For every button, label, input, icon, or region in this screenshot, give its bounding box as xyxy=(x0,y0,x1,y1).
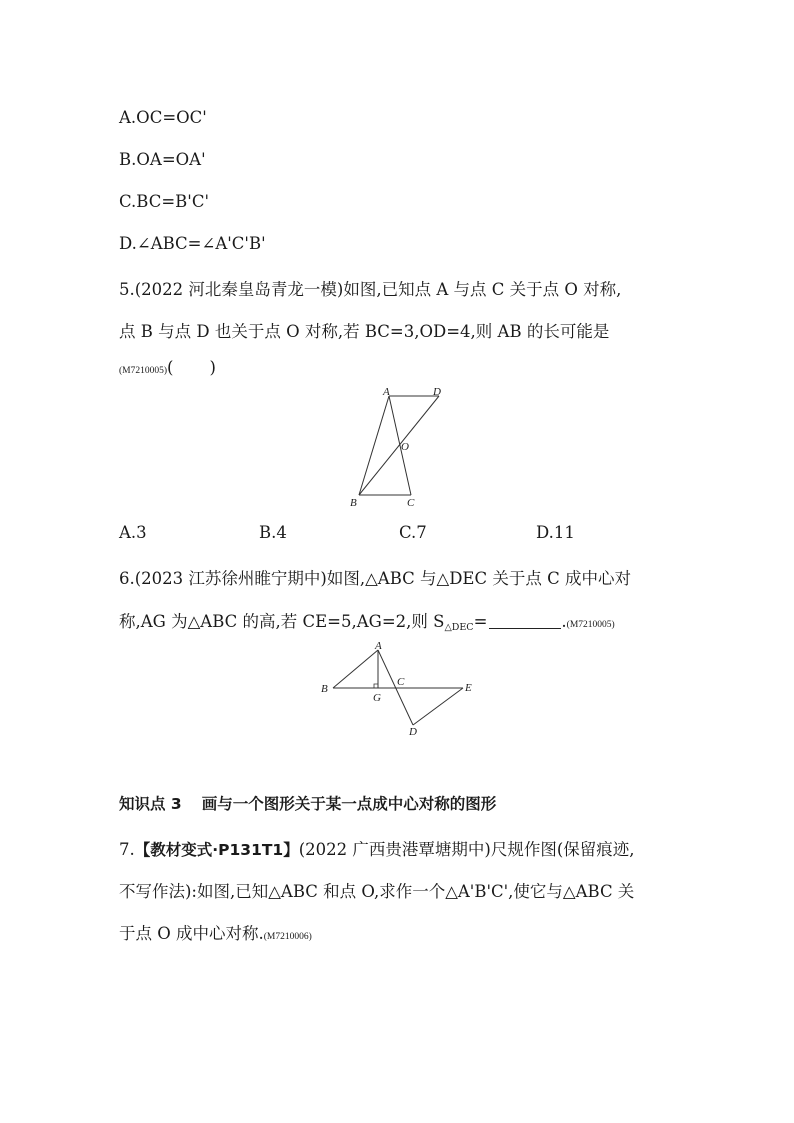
q4-option-b: B.OA=OA' xyxy=(119,150,206,169)
q5-paren-close: ) xyxy=(209,358,216,377)
q6-area-subscript: △DEC xyxy=(444,622,474,633)
q6-right-angle-mark xyxy=(374,684,378,688)
q5-choice-b: B.4 xyxy=(259,523,287,542)
q4-option-a: A.OC=OC' xyxy=(119,108,207,127)
q7-text-line3 xyxy=(119,920,312,944)
q5-text-line1: 5.(2022 河北秦皇岛青龙一模)如图,已知点 A 与点 C 关于点 O 对称, xyxy=(119,280,622,299)
section-label: 知识点 3 xyxy=(119,795,182,813)
section-heading xyxy=(119,792,496,814)
q6-segment-de xyxy=(413,688,463,725)
q5-code: (M7210005) xyxy=(119,366,168,376)
q6-line2-text: 称,AG 为△ABC 的高,若 CE=5,AG=2,则 S xyxy=(119,612,445,631)
q5-label-d: D xyxy=(433,386,441,398)
q6-equals: = xyxy=(473,612,488,631)
q7-text-line1 xyxy=(119,836,635,860)
q6-period: . xyxy=(561,612,567,631)
q7-text-line2: 不写作法):如图,已知△ABC 和点 O,求作一个△A'B'C',使它与△ABC 关 xyxy=(119,882,635,901)
q5-choice-a: A.3 xyxy=(119,523,147,542)
q6-figure xyxy=(315,640,485,740)
q6-label-d: D xyxy=(409,726,417,738)
q4-option-d: D.∠ABC=∠A'C'B' xyxy=(119,234,266,253)
q5-text-line2: 点 B 与点 D 也关于点 O 对称,若 BC=3,OD=4,则 AB 的长可能是 xyxy=(119,322,610,341)
q6-label-b: B xyxy=(321,683,328,695)
q4-option-c: C.BC=B'C' xyxy=(119,192,209,211)
q5-figure xyxy=(340,385,460,515)
q6-label-c: C xyxy=(397,676,405,688)
q5-answer-line xyxy=(119,358,216,377)
q5-label-b: B xyxy=(350,497,357,509)
q5-segment-bd xyxy=(359,396,439,495)
q6-code: (M7210005) xyxy=(566,620,615,630)
q7-code: (M7210006) xyxy=(263,932,312,942)
q7-tag: 【教材变式·P131T1】 xyxy=(134,841,299,859)
q5-segment-ab xyxy=(359,396,389,495)
q7-line3-text: 于点 O 成中心对称. xyxy=(119,924,264,943)
q6-label-e: E xyxy=(465,682,472,694)
q5-label-a: A xyxy=(383,386,390,398)
q7-number: 7. xyxy=(119,840,135,859)
q7-line1-rest: (2022 广西贵港覃塘期中)尺规作图(保留痕迹, xyxy=(298,840,635,859)
q5-label-c: C xyxy=(407,497,415,509)
q6-text-line1: 6.(2023 江苏徐州睢宁期中)如图,△ABC 与△DEC 关于点 C 成中心对 xyxy=(119,569,631,588)
q6-answer-blank xyxy=(489,614,561,629)
q5-choice-d: D.11 xyxy=(536,523,575,542)
q5-label-o: O xyxy=(401,441,409,453)
q5-choice-c: C.7 xyxy=(399,523,427,542)
q6-segment-ab xyxy=(333,650,378,688)
q5-paren-open: ( xyxy=(167,358,174,377)
q6-text-line2 xyxy=(119,608,615,633)
section-title: 画与一个图形关于某一点成中心对称的图形 xyxy=(201,795,497,813)
q6-label-a: A xyxy=(375,640,382,652)
q6-label-g: G xyxy=(373,692,381,704)
